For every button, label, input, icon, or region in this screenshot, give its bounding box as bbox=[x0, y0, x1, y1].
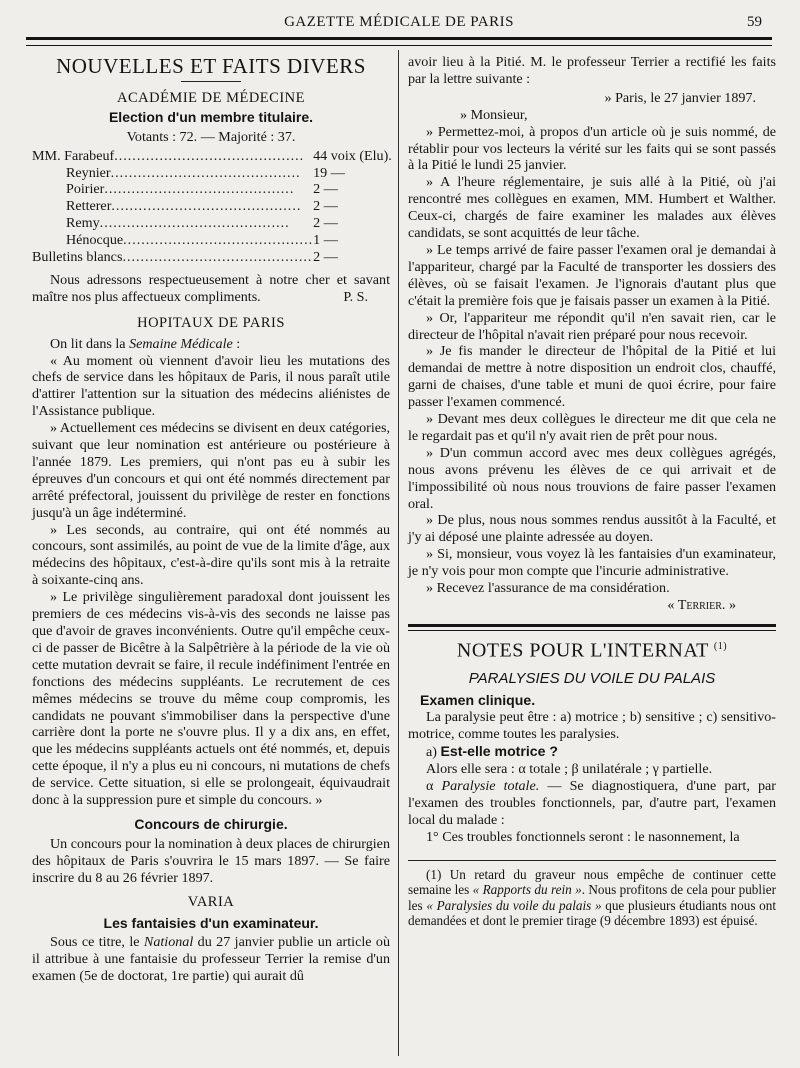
vote-row: Poirier.......................................... 2 — bbox=[32, 181, 392, 198]
letter-paragraph: » D'un commun accord avec mes deux collègues agrégés, nous avons prévenu les élèves de ce qui arrivait et de l'impossibilité où nous nous trouvions de faire passer l'examen oral. bbox=[408, 444, 776, 512]
varia-subheading: Les fantaisies d'un examinateur. bbox=[103, 914, 319, 931]
academie-heading: ACADÉMIE DE MÉDECINE bbox=[116, 89, 305, 106]
footnote-ref: (1) bbox=[713, 640, 728, 652]
closing-text: Nous adressons respectueusement à notre cher et savant maître nos plus affectueux compliments. bbox=[32, 271, 390, 305]
page-number: 59 bbox=[747, 14, 762, 30]
concours-heading: Concours de chirurgie. bbox=[134, 815, 288, 832]
vote-count: 2 — bbox=[313, 198, 338, 215]
section-title: NOUVELLES ET FAITS DIVERS bbox=[56, 54, 366, 78]
notes-alpha: α Paralysie totale. — Se diagnostiquera, d'une part, par l'examen des troubles fonctionnels, par, d'autre part, l'examen local du malade : bbox=[408, 777, 776, 828]
footnote: (1) Un retard du graveur nous empêche de continuer cette semaine les « Rapports du rein ». Nous profitons de cela pour publier les « Paralysies du voile du palais » que plusieurs étudiants nous ont demandées et dont le premier tirage (9 décembre 1893) est épuisé. bbox=[408, 866, 776, 929]
notes-title: NOTES POUR L'INTERNAT $^{(1)}$ bbox=[456, 639, 728, 662]
vote-count: 19 — bbox=[313, 164, 345, 181]
vote-count: 2 — bbox=[313, 249, 338, 266]
column-divider bbox=[398, 50, 399, 1056]
letter-signature: « Terrier. » bbox=[667, 597, 736, 613]
letter-paragraph: » Devant mes deux collègues le directeur me dit que cela ne le regardait pas et qu'il n'y avait rien de prêt pour nous. bbox=[408, 411, 776, 444]
votes-table bbox=[32, 148, 392, 266]
candidate-name: Reynier bbox=[66, 164, 111, 181]
continuation-text: avoir lieu à la Pitié. M. le professeur Terrier a rectifié les faits par la lettre suivante : bbox=[408, 54, 776, 87]
candidate-name: Remy bbox=[66, 215, 100, 232]
footnote-rule bbox=[408, 860, 776, 861]
letter-paragraph: » De plus, nous nous sommes rendus aussitôt à la Faculté, et j'y ai déposé une plainte adressée au doyen. bbox=[408, 512, 776, 546]
journal-title: GAZETTE MÉDICALE DE PARIS bbox=[284, 14, 514, 30]
newspaper-name: National bbox=[143, 934, 194, 951]
candidate-name: Poirier bbox=[66, 181, 105, 198]
letter-paragraph: » Or, l'appariteur me répondit qu'il n'en savait rien, car le directeur de l'hôpital n'avait rien préparé pour nous recevoir. bbox=[408, 309, 776, 343]
concours-text: Un concours pour la nomination à deux places de chirurgien des hôpitaux de Paris s'ouvrira le 15 mars 1897. — Se faire inscrire du 8 au 26 février 1897. bbox=[32, 835, 390, 886]
page-header bbox=[28, 8, 770, 34]
varia-heading: VARIA bbox=[187, 893, 235, 910]
letter-paragraph: » Le temps arrivé de faire passer l'examen oral je demandai à l'appariteur, chargé par la Faculté de transporter les dossiers des élèves, où se faisait l'examen. Je l'ignorais d'autant plus que c'était la première fois que je faisais passer un examen à la Pitié. bbox=[408, 241, 776, 309]
vote-row: Remy.......................................... 2 — bbox=[32, 215, 392, 232]
candidate-name: Hénocque bbox=[66, 232, 124, 249]
vote-row: Retterer.......................................... 2 — bbox=[32, 198, 392, 215]
left-column bbox=[32, 54, 390, 985]
election-heading: Election d'un membre titulaire. bbox=[108, 108, 314, 125]
paragraph: » Les seconds, au contraire, qui ont été nommés au concours, sont assimilés, au point de vue de la limite d'âge, aux médecins des hôpitaux, c'est-à-dire qu'ils sont mis à la retraite à soixante-cinq ans. bbox=[32, 521, 390, 589]
vote-row: MM. Farabeuf.......................................... 44 voix (Elu). bbox=[32, 147, 392, 164]
letter-dateline: » Paris, le 27 janvier 1897. bbox=[604, 89, 756, 106]
section-rule bbox=[408, 624, 776, 631]
notes-line: 1° Ces troubles fonctionnels seront : le nasonnement, la bbox=[426, 828, 740, 845]
votes-summary: Votants : 72. — Majorité : 37. bbox=[126, 128, 296, 145]
hopitaux-intro: On lit dans la Semaine Médicale : bbox=[50, 335, 241, 352]
exam-heading: Examen clinique. bbox=[420, 692, 536, 709]
notes-subtitle: PARALYSIES DU VOILE DU PALAIS bbox=[468, 670, 716, 688]
right-column bbox=[408, 54, 776, 929]
letter-paragraph: » Recevez l'assurance de ma considération. bbox=[426, 580, 670, 597]
vote-count: 1 — bbox=[313, 232, 338, 249]
closing-signature: P. S. bbox=[343, 288, 368, 305]
letter-paragraph: » Je fis mander le directeur de l'hôpital de la Pitié et lui demandai de mettre à notre disposition un endroit clos, chauffé, garni de chaises, d'une table et muni de quoi écrire, pour faire passer l'examen commencé. bbox=[408, 343, 776, 411]
paragraph: « Au moment où viennent d'avoir lieu les mutations des chefs de service dans les hôpitaux de Paris, il nous paraît utile d'attirer l'attention sur la situation des médecins aliénistes de l'Assistance publique. bbox=[32, 352, 390, 420]
letter-paragraph: » A l'heure réglementaire, je suis allé à la Pitié, où j'ai rencontré mes collègues en examen, MM. Humbert et Walther. Ceux-ci, chargés de faire examiner les malades aux élèves candidats, se sont acquittés de leur tâche. bbox=[408, 174, 776, 242]
varia-text: Sous ce titre, le National du 27 janvier publie un article où il attribue à une fantaisie du professeur Terrier la remise d'un examen (5e de doctorat, 1re partie) qui aurait dû bbox=[32, 934, 390, 985]
vote-row: Bulletins blancs.......................................... 2 — bbox=[32, 249, 392, 266]
vote-row: Hénocque.......................................... 1 — bbox=[32, 232, 392, 249]
candidate-name: Bulletins blancs bbox=[32, 249, 123, 266]
notes-line: La paralysie peut être : a) motrice ; b) sensitive ; c) sensitivo-motrice, comme toutes les paralysies. bbox=[408, 709, 776, 743]
letter-paragraph: » Si, monsieur, vous voyez là les fantaisies d'un examinateur, je n'y vois pour mon compte que l'incurie administrative. bbox=[408, 546, 776, 580]
paragraph: » Actuellement ces médecins se divisent en deux catégories, suivant que leur nomination est antérieure ou postérieure à l'année 1879. Les premiers, qui n'ont pas eu à subir les épreuves d'un concours et qui ont été nommés directement par arrêté préfectoral, jouissent du privilège de rester en fonctions jusqu'à un âge indéterminé. bbox=[32, 420, 390, 521]
paragraph: » Le privilège singulièrement paradoxal dont jouissent les premiers de ces médecins vis-à-vis des seconds ne laisse pas que d'avoir de graves inconvénients. Outre qu'il empêche ceux-ci de passer de Bicêtre à la Salpêtrière à la période de la vie où cette mutation devrait se faire, il recule indéfiniment l'entrée en fonctions des médecins suppléants. Le recrutement de ces mêmes médecins se trouve du même coup compromis, les candidats ne pouvant s'immobiliser dans la perspective d'une carrière dont la porte ne s'ouvre plus. Il y a dix ans, en effet, que les médecins suppléants actuels ont été nommés, et, depuis cette époque, il n'y a plus eu ni concours, ni mutations de chefs de service. Cette situation, si elle se prolongeait, équivaudrait donc à la suppression pure et simple du concours. » bbox=[32, 589, 390, 809]
vote-row: Reynier.......................................... 19 — bbox=[32, 165, 392, 182]
notes-line: Alors elle sera : α totale ; β unilatérale ; γ partielle. bbox=[426, 761, 713, 777]
header-rule bbox=[26, 37, 772, 46]
source-name: Semaine Médicale bbox=[129, 335, 233, 352]
candidate-name: MM. Farabeuf bbox=[32, 147, 115, 164]
letter-paragraph: » Permettez-moi, à propos d'un article où je suis nommé, de rétablir pour vos lecteurs la vérité sur les faits qui se sont passés à la Pitié le lundi 25 janvier. bbox=[408, 123, 776, 174]
notes-question: a) Est-elle motrice ? bbox=[426, 743, 558, 761]
candidate-name: Retterer bbox=[66, 198, 112, 215]
letter-salutation: » Monsieur, bbox=[460, 106, 528, 123]
vote-count: 44 voix (Elu). bbox=[313, 147, 392, 164]
title-rule bbox=[181, 81, 241, 82]
vote-count: 2 — bbox=[313, 181, 338, 198]
vote-count: 2 — bbox=[313, 215, 338, 232]
hopitaux-heading: HOPITAUX DE PARIS bbox=[137, 314, 285, 331]
